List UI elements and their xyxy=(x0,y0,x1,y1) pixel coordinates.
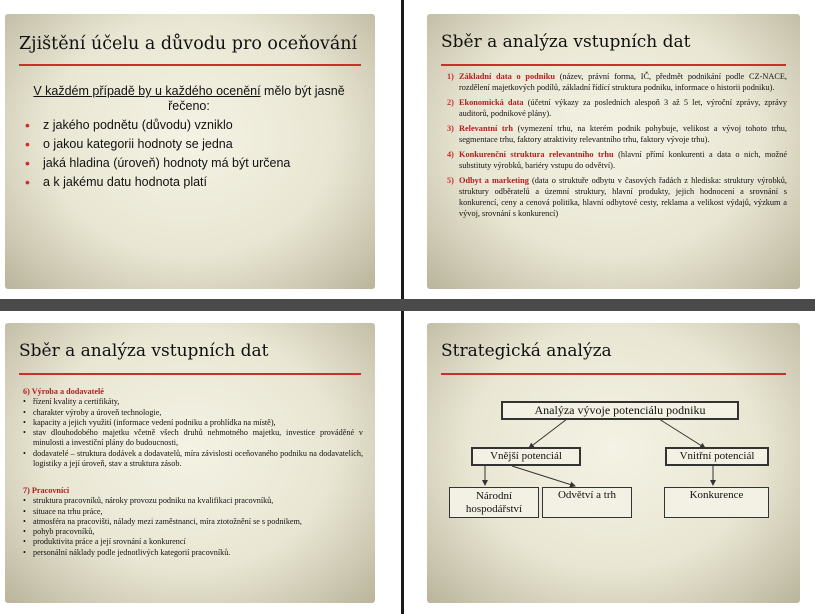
list-item: • řízení kvality a certifikáty, xyxy=(23,397,363,407)
list-item xyxy=(447,176,787,219)
item-heading: Relevantní trh xyxy=(459,124,513,134)
list-item: • personální náklady podle jednotlivých kategorií pracovníků. xyxy=(23,548,363,558)
list-item: • struktura pracovníků, nároky provozu podniku na kvalifikaci pracovníků, xyxy=(23,496,363,506)
item-number: 1) xyxy=(447,72,454,81)
item-heading: Odbyt a marketing xyxy=(459,176,529,186)
item-number: 3) xyxy=(447,124,454,134)
sector-market-box: Odvětví a trh xyxy=(542,487,632,518)
list-item: • o jakou kategorii hodnoty se jedna xyxy=(25,137,290,151)
slide-2[interactable] xyxy=(427,14,800,289)
item-heading: Základní data o podniku xyxy=(459,72,555,81)
list-item xyxy=(447,150,787,172)
section-list xyxy=(23,397,363,469)
intro-rest: mělo být jasně řečeno: xyxy=(168,84,345,113)
title-underline xyxy=(19,64,361,66)
list-item xyxy=(447,72,787,94)
slide-2-list xyxy=(447,72,787,224)
list-item: • stav dlouhodobého majetku včetně všech druhů nehmotného majetku, investice prováděné v minulosti a investiční plány do budoucnosti, xyxy=(23,428,363,449)
item-text: (vymezení trhu, na kterém podnik pohybuje, velikost a vývoj tohoto trhu, segmentace trhu, faktory atraktivity relevantního trhu, faktory vývoje trhu). xyxy=(459,124,788,144)
internal-potential-box: Vnitřní potenciál xyxy=(665,447,769,466)
slide-1-intro xyxy=(29,84,349,114)
national-economy-box: Národní hospodářství xyxy=(449,487,539,518)
external-potential-box: Vnější potenciál xyxy=(471,447,581,466)
list-item: • z jakého podnětu (důvodu) vzniklo xyxy=(25,118,290,132)
list-item: • situace na trhu práce, xyxy=(23,507,363,517)
item-number: 4) xyxy=(447,150,454,160)
item-number: 2) xyxy=(447,98,454,108)
list-item xyxy=(447,124,787,146)
item-heading: Ekonomická data xyxy=(459,98,524,108)
root-box: Analýza vývoje potenciálu podniku xyxy=(501,401,739,420)
list-item: • atmosféra na pracovišti, nálady mezi zaměstnanci, míra ztotožnění se s podnikem, xyxy=(23,517,363,527)
intro-underlined: V každém případě by u každého ocenění xyxy=(33,84,261,98)
list-item: • charakter výroby a úroveň technologie, xyxy=(23,408,363,418)
item-text: (účetní výkazy za posledních alespoň 3 až 5 let, výroční zprávy, zprávy auditorů, podnikové plány). xyxy=(459,98,787,118)
horizontal-divider xyxy=(0,299,815,311)
item-heading: Konkurenční struktura relevantního trhu xyxy=(459,150,614,160)
slide-4-title: Strategická analýza xyxy=(441,341,612,361)
slide-1-title: Zjištění účelu a důvodu pro oceňování xyxy=(19,34,358,54)
section-heading: 6) Výroba a dodavatelé xyxy=(23,387,104,396)
section-list xyxy=(23,496,363,558)
list-item: • dodavatelé – struktura dodávek a dodavatelů, míra závislosti oceňovaného podniku na dodavatelích, logistiky a její úroveň, stav a struktura zásob. xyxy=(23,449,363,470)
slide-2-title: Sběr a analýza vstupních dat xyxy=(441,32,691,52)
section-heading: 7) Pracovníci xyxy=(23,486,70,495)
slide-1[interactable] xyxy=(5,14,375,289)
item-text: (hlavní přímí konkurenti a data o nich, možné substituty výrobků, bariéry vstupu do odvětví). xyxy=(459,150,788,171)
list-item: • kapacity a jejich využití (informace vedení podniku a prohlídka na místě), xyxy=(23,418,363,428)
slide-4[interactable] xyxy=(427,323,800,603)
list-item xyxy=(447,98,787,120)
list-item: • pohyb pracovníků, xyxy=(23,527,363,537)
item-number: 5) xyxy=(447,176,454,186)
section-workers xyxy=(23,486,363,558)
competition-box: Konkurence xyxy=(664,487,769,518)
item-text: (data o struktuře odbytu v časových řadách z hlediska: struktury výrobků, struktury odběratelů a územní struktury, hlavní produkty, jejich hodnocení a srovnání s konkurencí, ceny a cenová politika, hlavní odbytové cesty, reklama a velikost výdajů, výzkum a vývoj, srovnání s konkurencí) xyxy=(459,176,787,218)
slide-1-bullets xyxy=(25,118,290,194)
connector-line xyxy=(529,419,567,448)
list-item: • jaká hladina (úroveň) hodnoty má být určena xyxy=(25,156,290,170)
title-underline xyxy=(441,64,786,66)
connector-line xyxy=(659,419,705,448)
slide-3-title: Sběr a analýza vstupních dat xyxy=(19,341,269,361)
list-item: • a k jakému datu hodnota platí xyxy=(25,175,290,189)
title-underline xyxy=(19,373,361,375)
list-item: • produktivita práce a její srovnání a konkurencí xyxy=(23,537,363,547)
connector-line xyxy=(512,466,575,486)
item-text: (název, právní forma, IČ, předmět podnikání podle CZ-NACE, rozdělení majetkových podílů, základní řídící struktura podniku, informace o historii podniku). xyxy=(459,72,787,92)
section-production xyxy=(23,387,363,469)
slide-3[interactable] xyxy=(5,323,375,603)
